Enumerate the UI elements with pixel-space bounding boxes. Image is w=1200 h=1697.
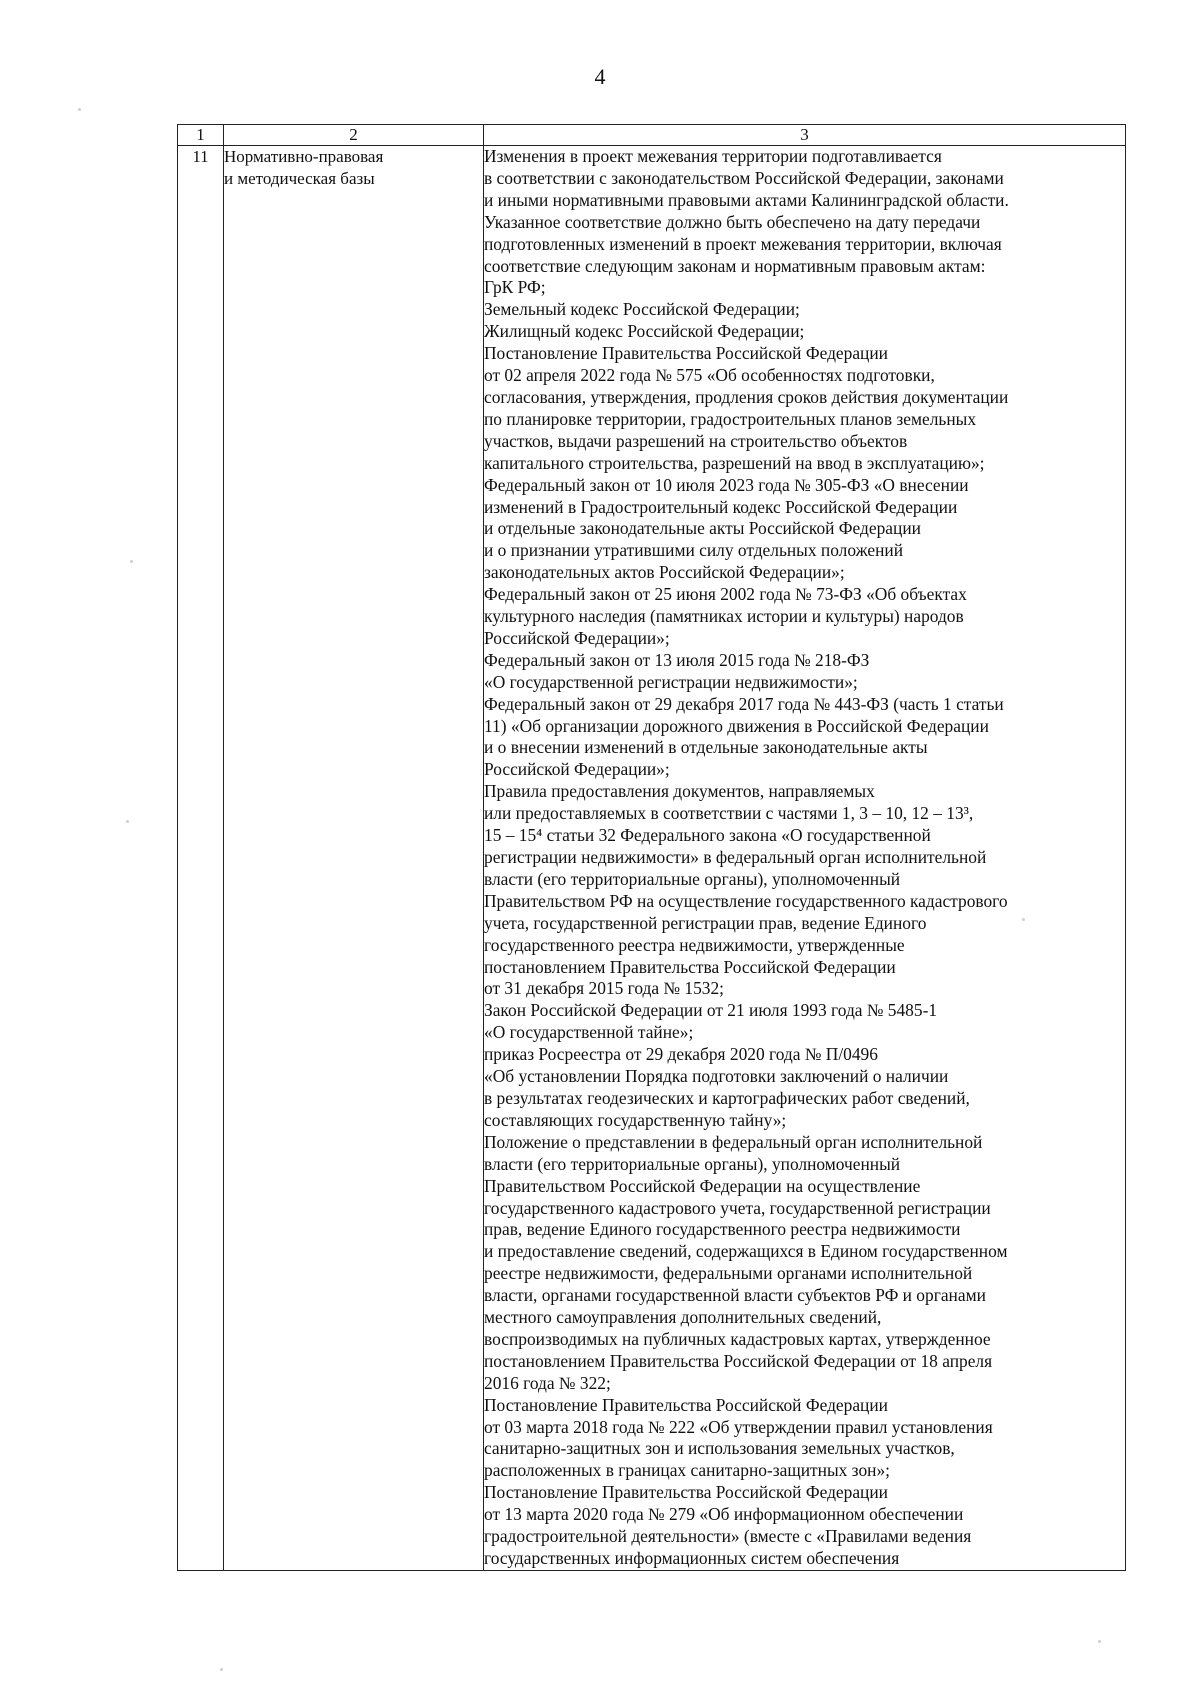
- row-label-text: Нормативно-правовая и методическая базы: [224, 147, 384, 188]
- row-number: 11: [178, 146, 224, 1571]
- content-paragraph: Правила предоставления документов, направляемых или предоставляемых в соответствии с частями 1, 3 – 10, 12 – 13³, 15 – 15⁴ статьи 32 Федерального закона «О государственной регистрации недвижимости» в федеральный орган исполнительной власти (его территориальные органы), уполномоченный Правительством РФ на осуществление государственного кадастрового учета, государственной регистрации прав, ведение Единого государственного реестра недвижимости, утвержденные постановлением Правительства Российской Федерации от 31 декабря 2015 года № 1532;: [484, 781, 1008, 999]
- content-paragraph: Федеральный закон от 29 декабря 2017 года № 443-ФЗ (часть 1 статьи 11) «Об организации дорожного движения в Российской Федерации и о внесении изменений в отдельные законодательные акты Российской Федерации»;: [484, 693, 1004, 780]
- requirements-table: [177, 124, 1126, 1571]
- column-header-2: 2: [224, 125, 484, 146]
- content-paragraph: Положение о представлении в федеральный орган исполнительной власти (его территориальные органы), уполномоченный Правительством Российской Федерации на осуществление государственного кадастрового учета, государственной регистрации прав, ведение Единого государственного реестра недвижимости и предоставление сведений, содержащихся в Едином государственном реестре недвижимости, федеральными органами исполнительной власти, органами государственной власти субъектов РФ и органами местного самоуправления дополнительных сведений, воспроизводимых на публичных кадастровых картах, утвержденное постановлением Правительства Российской Федерации от 18 апреля 2016 года № 322;: [484, 1131, 1008, 1393]
- table-row: [178, 146, 1126, 1571]
- content-paragraph: Постановление Правительства Российской Федерации от 03 марта 2018 года № 222 «Об утверждении правил установления санитарно-защитных зон и использования земельных участков, расположенных в границах санитарно-защитных зон»;: [484, 1394, 993, 1481]
- content-paragraph: Указанное соответствие должно быть обеспечено на дату передачи подготовленных изменений в проект межевания территории, включая соответствие следующим законам и нормативным правовым актам:: [484, 211, 1002, 276]
- content-paragraphs: [484, 146, 1125, 1570]
- content-paragraph: приказ Росреестра от 29 декабря 2020 года № П/0496 «Об установлении Порядка подготовки заключений о наличии в результатах геодезических и картографических работ сведений, составляющих государственную тайну»;: [484, 1044, 970, 1130]
- content-paragraph: Федеральный закон от 10 июля 2023 года № 305-ФЗ «О внесении изменений в Градостроительный кодекс Российской Федерации и отдельные законодательные акты Российской Федерации и о признании утратившими силу отдельных положений законодательных актов Российской Федерации»;: [484, 474, 969, 583]
- content-paragraph: Закон Российской Федерации от 21 июля 1993 года № 5485-1 «О государственной тайне»;: [484, 1000, 938, 1043]
- content-paragraph: Федеральный закон от 25 июня 2002 года № 73-ФЗ «Об объектах культурного наследия (памятниках истории и культуры) народов Российской Федерации»;: [484, 584, 967, 648]
- column-header-3: 3: [484, 125, 1126, 146]
- table-header-row: [178, 125, 1126, 146]
- content-paragraph: ГрК РФ;: [484, 277, 546, 298]
- page-number: 4: [594, 64, 606, 89]
- row-label: [224, 146, 484, 1571]
- content-paragraph: Постановление Правительства Российской Федерации от 13 марта 2020 года № 279 «Об информационном обеспечении градостроительной деятельности» (вместе с «Правилами ведения государственных информационных систем обеспечения: [484, 1482, 972, 1568]
- content-paragraph: Изменения в проект межевания территории подготавливается в соответствии с законодательством Российской Федерации, законами и иными нормативными правовыми актами Калининградской области.: [484, 146, 1009, 210]
- content-paragraph: Жилищный кодекс Российской Федерации;: [484, 321, 805, 342]
- column-header-1: 1: [178, 125, 224, 146]
- content-paragraph: Федеральный закон от 13 июля 2015 года № 218-ФЗ «О государственной регистрации недвижимости»;: [484, 649, 870, 692]
- content-paragraph: Постановление Правительства Российской Федерации от 02 апреля 2022 года № 575 «Об особенностях подготовки, согласования, утверждения, продления сроков действия документации по планировке территории, градостроительных планов земельных участков, выдачи разрешений на строительство объектов капитального строительства, разрешений на ввод в эксплуатацию»;: [484, 343, 1009, 473]
- row-content: [484, 146, 1126, 1571]
- content-paragraph: Земельный кодекс Российской Федерации;: [484, 299, 800, 320]
